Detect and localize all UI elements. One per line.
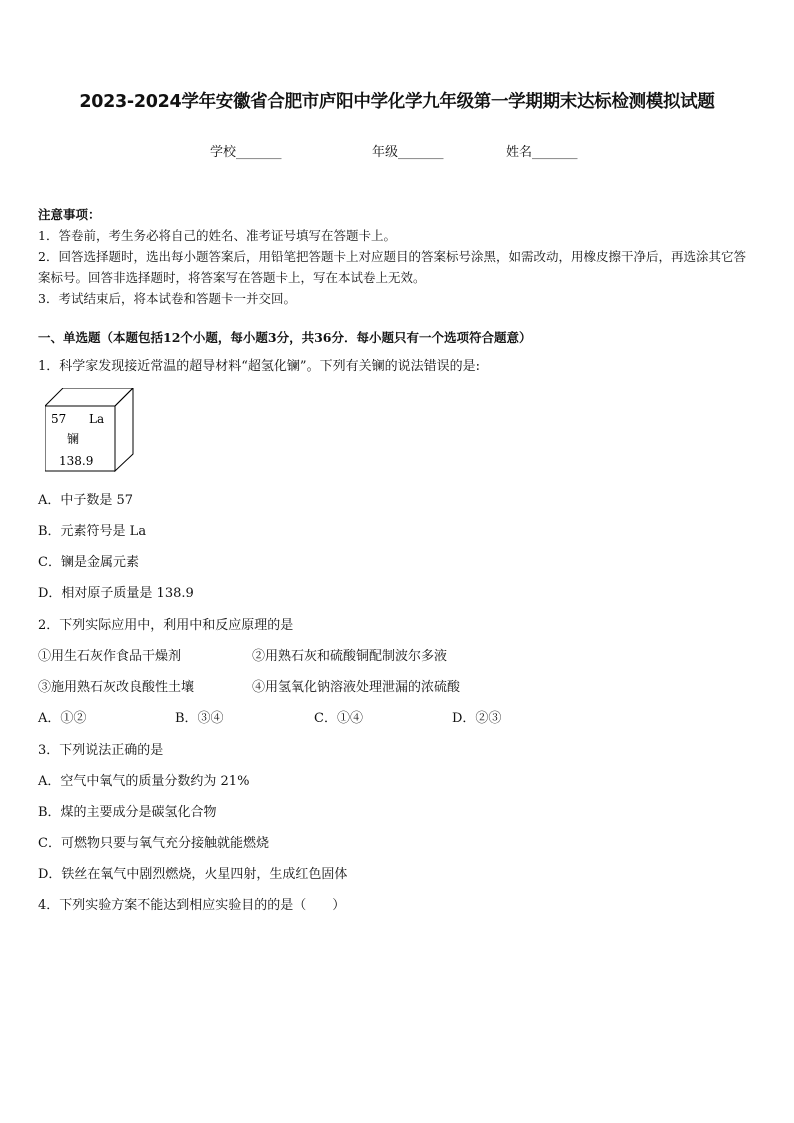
q1-option-c[interactable]: C．镧是金属元素 — [38, 555, 139, 570]
cube-top — [45, 388, 133, 406]
element-cell-cube — [45, 388, 135, 472]
note-item-1: 1．答卷前，考生务必将自己的姓名、准考证号填写在答题卡上。 — [38, 228, 396, 243]
q1-option-b[interactable]: B．元素符号是 La — [38, 524, 147, 539]
q2-option-a[interactable]: A．①② — [38, 711, 87, 726]
q4-stem: 4．下列实验方案不能达到相应实验目的的是（ ） — [38, 898, 346, 913]
q2-option-d[interactable]: D．②③ — [452, 711, 502, 726]
q2-option-b[interactable]: B．③④ — [175, 711, 224, 726]
q2-statement-3: ③施用熟石灰改良酸性土壤 — [38, 680, 195, 695]
exam-title: 2023-2024学年安徽省合肥市庐阳中学化学九年级第一学期期末达标检测模拟试题 — [79, 92, 715, 112]
school-field[interactable]: 学校_______ — [210, 145, 282, 160]
atomic-mass: 138.9 — [59, 454, 94, 468]
q3-option-d[interactable]: D．铁丝在氧气中剧烈燃烧，火星四射，生成红色固体 — [38, 867, 348, 882]
q3-stem: 3．下列说法正确的是 — [38, 743, 164, 758]
q2-statement-4: ④用氢氧化钠溶液处理泄漏的浓硫酸 — [252, 680, 461, 695]
element-name: 镧 — [67, 432, 80, 446]
q2-statement-2: ②用熟石灰和硫酸铜配制波尔多液 — [252, 649, 448, 664]
name-field[interactable]: 姓名_______ — [506, 145, 578, 160]
note-item-2: 2．回答选择题时，选出每小题答案后，用铅笔把答题卡上对应题目的答案标号涂黑，如需改动，用橡皮擦干净后，再选涂其它答案标号。回答非选择题时，将答案写在答题卡上，写在本试卷上无效。 — [38, 249, 746, 285]
q1-option-d[interactable]: D．相对原子质量是 138.9 — [38, 586, 194, 601]
notes-heading: 注意事项： — [38, 207, 101, 222]
q3-option-b[interactable]: B．煤的主要成分是碳氢化合物 — [38, 805, 217, 820]
q1-option-a[interactable]: A．中子数是 57 — [38, 493, 134, 508]
element-cell-diagram — [45, 388, 135, 472]
exam-notes — [38, 204, 758, 309]
q3-option-a[interactable]: A．空气中氧气的质量分数约为 21% — [38, 774, 250, 789]
q2-stem: 2．下列实际应用中，利用中和反应原理的是 — [38, 618, 294, 633]
q2-option-c[interactable]: C．①④ — [314, 711, 363, 726]
element-symbol: La — [89, 412, 105, 426]
q1-stem: 1．科学家发现接近常温的超导材料“超氢化镧”。下列有关镧的说法错误的是: — [38, 359, 480, 374]
q3-option-c[interactable]: C．可燃物只要与氧气充分接触就能燃烧 — [38, 836, 269, 851]
grade-field[interactable]: 年级_______ — [372, 145, 444, 160]
atomic-number: 57 — [51, 412, 67, 426]
q2-statement-1: ①用生石灰作食品干燥剂 — [38, 649, 182, 664]
cube-side — [115, 388, 133, 471]
note-item-3: 3．考试结束后，将本试卷和答题卡一并交回。 — [38, 291, 296, 306]
section-heading: 一、单选题（本题包括12个小题，每小题3分，共36分．每小题只有一个选项符合题意） — [38, 330, 532, 345]
